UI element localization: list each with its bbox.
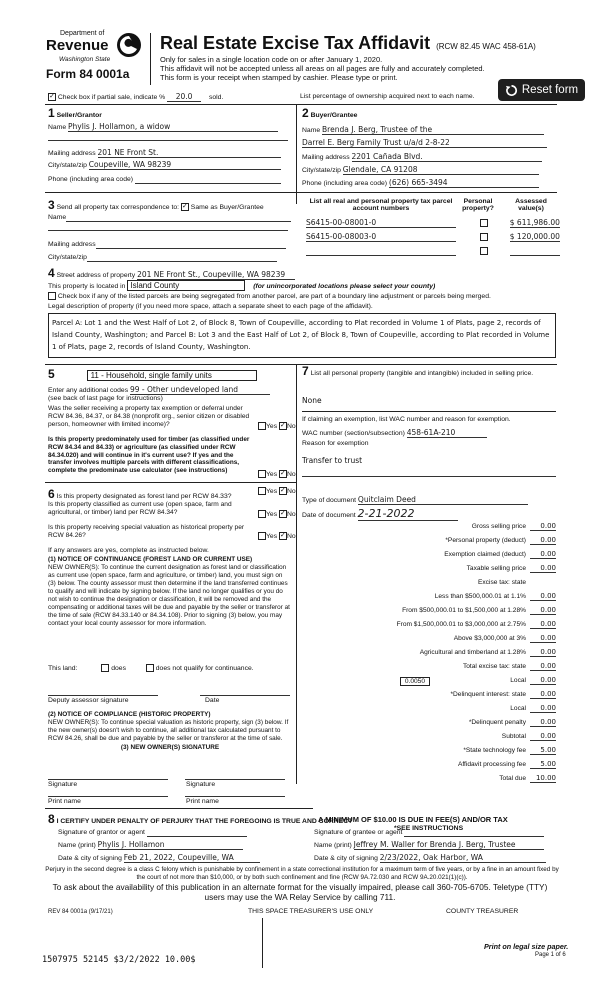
land-qualify-row: This land: does does not qualify for continuance. <box>48 664 254 672</box>
seller-city-field[interactable]: Coupeville, WA 98239 <box>89 160 281 170</box>
buyer-phone-field[interactable]: (626) 665-3494 <box>389 178 539 188</box>
calc-label-16: *State technology fee <box>463 747 526 754</box>
additional-codes-row: Enter any additional codes 99 - Other undeveloped land <box>48 385 270 395</box>
calc-value-11[interactable]: 0.00 <box>530 676 556 685</box>
calc-label-1: *Personal property (deduct) <box>445 537 526 544</box>
deputy-date-label: Date <box>205 697 220 704</box>
grantor-print-row: Name (print) Phylis J. Hollamon <box>58 840 243 850</box>
calc-value-7[interactable]: 0.00 <box>530 620 556 629</box>
county-select[interactable]: Island County <box>127 280 245 291</box>
buyer-name-row: Name Brenda J. Berg, Trustee of the <box>302 125 544 135</box>
calc-value-0[interactable]: 0.00 <box>530 522 556 531</box>
calc-value-3[interactable]: 0.00 <box>530 564 556 573</box>
partial-sale-label: Check box if partial sale, indicate % <box>57 94 166 101</box>
forest-question: 6 Is this property designated as forest land per RCW 84.33? <box>48 487 232 501</box>
buyer-phone-row: Phone (including area code) (626) 665-3494 <box>302 178 539 188</box>
calc-value-1[interactable]: 0.00 <box>530 536 556 545</box>
calc-value-5[interactable]: 0.00 <box>530 592 556 601</box>
buyer-heading: 2 Buyer/Grantee <box>302 106 358 120</box>
dept-line2: Revenue <box>46 37 109 54</box>
buyer-name-field-1[interactable]: Brenda J. Berg, Trustee of the <box>322 125 544 135</box>
grantee-signature-field[interactable] <box>404 827 544 837</box>
segregated-row: Check box if any of the listed parcels are being segregated from another parcel, are part of a boundary line adjustment or parcels being merged. <box>48 292 491 300</box>
seller-name-field[interactable]: Phylis J. Hollamon, a widow <box>68 122 278 132</box>
calc-value-14[interactable]: 0.00 <box>530 718 556 727</box>
calc-label-3: Taxable selling price <box>466 565 526 572</box>
assessed-value-2[interactable]: $ 120,000.00 <box>509 232 560 241</box>
calc-value-12[interactable]: 0.00 <box>530 690 556 699</box>
historic-yes-checkbox[interactable] <box>258 532 266 540</box>
seller-name-row: Name Phylis J. Hollamon, a widow <box>48 122 278 132</box>
current-use-no-checkbox[interactable] <box>279 510 287 518</box>
calc-label-6: From $500,000.01 to $1,500,000 at 1.28% <box>402 607 526 614</box>
grantor-signature-row: Signature of grantor or agent <box>58 827 247 837</box>
assessed-value-3[interactable] <box>510 246 560 256</box>
forest-yes-checkbox[interactable] <box>258 487 266 495</box>
calc-label-17: Affidavit processing fee <box>457 761 526 768</box>
corr-name-field[interactable] <box>66 212 291 222</box>
calc-label-4: Excise tax: state <box>477 579 526 586</box>
treasurer-only: THIS SPACE TREASURER'S USE ONLY <box>248 908 374 915</box>
calc-sublabel-11: Local <box>510 677 526 684</box>
recording-stamp: 1507975 52145 $3/2/2022 10.00$ <box>42 955 196 965</box>
buyer-name-field-2[interactable]: Darrel E. Berg Family Trust u/a/d 2-8-22 <box>302 138 547 148</box>
calc-label-5: Less than $500,000.01 at 1.1% <box>434 593 526 600</box>
grantor-print-name[interactable]: Phylis J. Hollamon <box>98 840 243 850</box>
calc-value-16[interactable]: 5.00 <box>530 746 556 755</box>
buyer-city-row: City/state/zip Glendale, CA 91208 <box>302 165 539 175</box>
doc-type-field[interactable]: Quitclaim Deed <box>358 495 528 505</box>
county-treasurer: COUNTY TREASURER <box>446 908 519 915</box>
buyer-address-row: Mailing address 2201 Cañada Blvd. <box>302 152 542 162</box>
buyer-city-field[interactable]: Glendale, CA 91208 <box>343 165 539 175</box>
parcel-number-2[interactable]: S6415-00-08003-0 <box>306 232 456 242</box>
dor-logo <box>46 30 146 86</box>
calc-label-15: Subtotal <box>501 733 526 740</box>
exemption-reason-field[interactable]: Transfer to trust <box>302 456 363 465</box>
forest-no-checkbox[interactable] <box>279 487 287 495</box>
timber-no-checkbox[interactable] <box>279 470 287 478</box>
title-rcw: (RCW 82.45 WAC 458-61A) <box>436 42 536 51</box>
same-as-buyer-checkbox[interactable] <box>181 203 189 211</box>
calc-value-6[interactable]: 0.00 <box>530 606 556 615</box>
partial-sale-checkbox[interactable] <box>48 93 56 101</box>
certify-heading: 8 I CERTIFY UNDER PENALTY OF PERJURY THAT THE FOREGOING IS TRUE AND CORRECT <box>48 812 353 826</box>
corr-address-field[interactable] <box>96 239 286 249</box>
rev-label: REV 84 0001a (9/17/21) <box>48 909 113 915</box>
personal-property-checkbox-3[interactable] <box>480 247 488 255</box>
seller-phone-field[interactable] <box>135 174 281 184</box>
exemption-no-checkbox[interactable] <box>279 422 287 430</box>
calc-label-10: Total excise tax: state <box>462 663 526 670</box>
subtitle-2: This affidavit will not be accepted unless all areas on all pages are fully and accurately completed. <box>160 64 485 73</box>
parcel-row-3 <box>306 246 560 256</box>
calc-value-10[interactable]: 0.00 <box>530 662 556 671</box>
does-qualify-checkbox[interactable] <box>101 664 109 672</box>
calc-label-18: Total due <box>499 775 526 782</box>
seller-address-row: Mailing address 201 NE Front St. <box>48 148 281 158</box>
grantee-print-row: Name (print) Jeffrey M. Waller for Brenda J. Berg, Trustee <box>314 840 544 850</box>
calc-label-7: From $1,500,000.01 to $3,000,000 at 2.75% <box>396 621 526 628</box>
calc-value-13[interactable]: 0.00 <box>530 704 556 713</box>
property-street-field[interactable]: 201 NE Front St., Coupeville, WA 98239 <box>137 270 295 280</box>
calc-value-15[interactable]: 0.00 <box>530 732 556 741</box>
grantor-date-city[interactable]: Feb 21, 2022, Coupeville, WA <box>124 853 260 863</box>
use-code-row: 5 11 - Household, single family units <box>48 367 257 381</box>
personal-property-checkbox-1[interactable] <box>480 219 488 227</box>
calc-label-12: *Delinquent interest: state <box>450 691 526 698</box>
calc-value-17[interactable]: 5.00 <box>530 760 556 769</box>
seller-city-row: City/state/zip Coupeville, WA 98239 <box>48 160 281 170</box>
section3-heading: 3 Send all property tax correspondence to: ✓ Same as Buyer/Grantee <box>48 198 264 212</box>
buyer-address-field[interactable]: 2201 Cañada Blvd. <box>352 152 542 162</box>
grantor-date-row: Date & city of signing Feb 21, 2022, Coupeville, WA <box>58 853 260 863</box>
form-number: Form 84 0001a <box>46 67 130 81</box>
parcel-number-1[interactable]: S6415-00-08001-0 <box>306 218 456 228</box>
doc-type-row: Type of document Quitclaim Deed <box>302 495 528 505</box>
exemption-question: Was the seller receiving a property tax exemption or deferral under RCW 84.36, 84.37, or 84.38 (nonprofit org., senior citizen or disabled person, homeowner with limited income)? <box>48 405 250 428</box>
wac-number-field[interactable]: 458-61A-210 <box>407 428 487 438</box>
timber-question: Is this property predominately used for timber (as classified under RCW 84.34 and 84.33) or agriculture (as classified under RCW 84.34.020) and will continue in it's current use? If yes and the transfer involves multiple parcels with different classifications, complete the predominate use calculator (see instructions) <box>48 436 250 475</box>
subtitle-1: Only for sales in a single location code on or after January 1, 2020. <box>160 55 383 64</box>
wac-row: WAC number (section/subsection) 458-61A-210 <box>302 428 487 438</box>
personal-property-label: 7 List all personal property (tangible and intangible) included in selling price. <box>302 364 534 378</box>
calc-label-8: Above $3,000,000 at 3% <box>453 635 526 642</box>
doc-date-row: Date of document 2-21-2022 <box>302 507 458 521</box>
calc-label-9: Agricultural and timberland at 1.28% <box>419 649 526 656</box>
notice-continuance: (1) NOTICE OF CONTINUANCE (FOREST LAND OR CURRENT USE) NEW OWNER(S): To continue the current designation as forest land or classification as current use (open space, farm and agriculture, or timber) land, you must sign on (3) below. The county assessor must then determine if the land transferred continues to qualify and will indicate by signing below. If the land no longer qualifies or you do not wish to continue the designation or classification, it will be removed and the compensating or additional taxes will be due and payable by the seller or transferor at the time of sale (RCW 84.33.140 or 84.34.108). Prior to signing (3) below, you may contact your local county assessor for more information. <box>48 556 290 627</box>
does-not-qualify-checkbox[interactable] <box>146 664 154 672</box>
partial-sale-row <box>48 92 223 102</box>
exemption-yes-checkbox[interactable] <box>258 422 266 430</box>
grantor-signature-field[interactable] <box>147 827 247 837</box>
timber-yes-no: Yes ✓ No <box>258 470 296 478</box>
use-code-select[interactable]: 11 - Household, single family units <box>87 370 257 381</box>
calc-value-9[interactable]: 0.00 <box>530 648 556 657</box>
timber-yes-checkbox[interactable] <box>258 470 266 478</box>
reset-form-button[interactable] <box>498 79 585 101</box>
current-use-yes-checkbox[interactable] <box>258 510 266 518</box>
ownership-note: List percentage of ownership acquired next to each name. <box>300 93 475 100</box>
grantee-date-city[interactable]: 2/23/2022, Oak Harbor, WA <box>380 853 546 863</box>
reset-icon <box>505 84 518 97</box>
personal-property-field[interactable]: None <box>302 396 322 405</box>
historic-no-checkbox[interactable] <box>279 532 287 540</box>
title-text: Real Estate Excise Tax Affidavit <box>160 33 431 53</box>
partial-sale-pct[interactable]: 20.0 <box>167 92 201 102</box>
personal-property-checkbox-2[interactable] <box>480 233 488 241</box>
grantee-date-row: Date & city of signing 2/23/2022, Oak Harbor, WA <box>314 853 546 863</box>
notice-compliance: (2) NOTICE OF COMPLIANCE (HISTORIC PROPERTY) NEW OWNER(S): To continue special valuation as historic property, sign (3) below. If the new owner(s) doesn't wish to continue, all additional tax calculated pursuant to RCW 84.26, shall be due and payable by the seller or transferor at the time of sale. (3) NEW OWNER(S) SIGNATURE <box>48 711 289 751</box>
subtitle-3: This form is your receipt when stamped by cashier. Please type or print. <box>160 73 398 82</box>
county-row: This property is located in Island County (for unincorporated locations please select your county) <box>48 281 436 290</box>
alt-format-notice: To ask about the availability of this publication in an alternate format for the visually impaired, please call 360-705-6705. Teletype (TTY) users may use the WA Relay Service by calling 711. <box>52 882 548 902</box>
grantee-print-name[interactable]: Jeffrey M. Waller for Brenda J. Berg, Trustee <box>354 840 544 850</box>
calc-value-2[interactable]: 0.00 <box>530 550 556 559</box>
grantee-signature-row: Signature of grantee or agent <box>314 827 544 837</box>
seller-address-field[interactable]: 201 NE Front St. <box>98 148 281 158</box>
calc-label-11: 0.0050 <box>400 677 430 686</box>
assessed-value-1[interactable]: $ 611,986.00 <box>509 218 560 227</box>
partial-sale-sold: sold. <box>208 94 224 101</box>
corr-city-field[interactable] <box>87 252 277 262</box>
seller-phone-row: Phone (including area code) <box>48 174 281 184</box>
additional-codes-field[interactable]: 99 - Other undeveloped land <box>130 385 270 395</box>
form-title <box>160 33 536 54</box>
calc-label-2: Exemption claimed (deduct) <box>444 551 526 558</box>
parcel-row-1 <box>306 218 560 228</box>
current-use-question: Is this property classified as current use (open space, farm and agricultural, or timber) land per RCW 84.34? <box>48 501 232 516</box>
dept-line3: Washington State <box>59 56 111 63</box>
parcel-number-3[interactable] <box>306 246 456 256</box>
perjury-notice: Perjury in the second degree is a class C felony which is punishable by confinement in a state correctional institution for a maximum term of five years, or by a fine in an amount fixed by the court of not more than $10,000, or by both such confinement and fine (RCW 9A.72.030 and RCW 9A.20.021(1)(c)). <box>45 866 559 881</box>
street-row: 4 Street address of property 201 NE Front St., Coupeville, WA 98239 <box>48 266 295 280</box>
historic-question: Is this property receiving special valuation as historical property per RCW 84.26? <box>48 524 245 539</box>
legal-size-note: Print on legal size paper. <box>484 942 569 951</box>
calc-value-8[interactable]: 0.00 <box>530 634 556 643</box>
legal-description-field[interactable]: Parcel A: Lot 1 and the West Half of Lot 2, of Block 8, Town of Coupeville, according to Plat recorded in Volume 1 of Plats, page 2, records of Island County, Washington; and Parcel B: Lot 3 and the East Half of Lot 2, of Block 8, Town of Coupeville, according to Plat recorded in Volume 1 of Plats, page 2, records of Island County, Washington. <box>48 313 556 358</box>
see-instructions: *SEE INSTRUCTIONS <box>394 825 464 832</box>
minimum-due: A MINIMUM OF $10.00 IS DUE IN FEE(S) AND/OR TAX <box>318 815 508 824</box>
deputy-label: Deputy assessor signature <box>48 697 129 704</box>
seller-heading: 1 Seller/Grantor <box>48 106 102 120</box>
legal-label: Legal description of property (if you need more space, attach a separate sheet to each page of the affidavit). <box>48 303 373 310</box>
dept-line1: Department of <box>60 30 105 37</box>
segregated-checkbox[interactable] <box>48 292 56 300</box>
page-number: Page 1 of 6 <box>535 952 566 958</box>
exemption-yes-no: Yes ✓ No <box>258 422 296 430</box>
calc-label-0: Gross selling price <box>471 523 526 530</box>
calc-label-13: Local <box>510 705 526 712</box>
calc-label-14: *Delinquent penalty <box>468 719 526 726</box>
dor-emblem-icon <box>115 31 143 59</box>
parcel-row-2 <box>306 232 560 242</box>
calc-value-18[interactable]: 10.00 <box>530 774 556 783</box>
doc-date-field[interactable]: 2-21-2022 <box>358 507 458 521</box>
reset-form-label: Reset form <box>521 84 579 96</box>
